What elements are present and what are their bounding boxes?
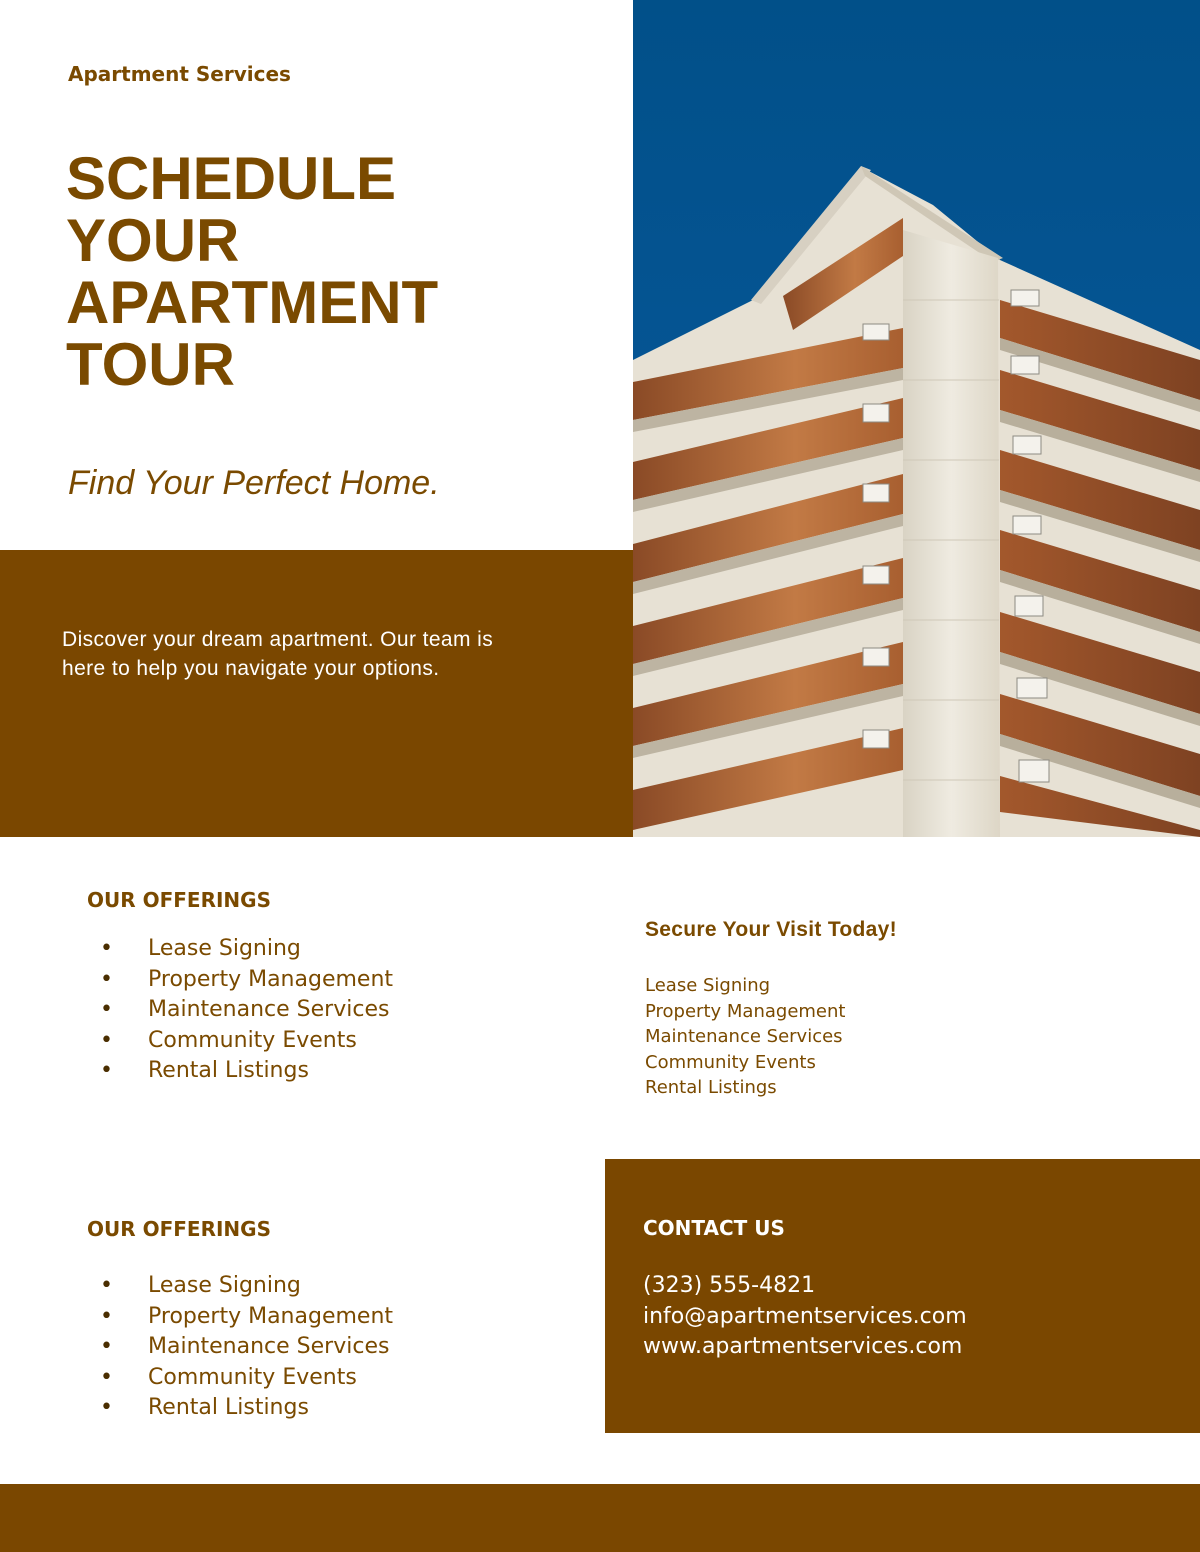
list-item: Maintenance Services <box>645 1026 843 1048</box>
building-photo <box>633 0 1200 837</box>
list-item: • Maintenance Services <box>100 995 393 1026</box>
secure-visit-list <box>645 973 845 1101</box>
contact-title: CONTACT US <box>643 1216 785 1240</box>
list-item: • Rental Listings <box>100 1056 393 1087</box>
list-item: Rental Listings <box>645 1077 777 1099</box>
offerings-list <box>100 934 393 1087</box>
headline-line: APARTMENT <box>66 269 439 336</box>
intro-band <box>0 550 633 837</box>
offerings-title: OUR OFFERINGS <box>87 1217 271 1241</box>
contact-email[interactable]: info@apartmentservices.com <box>643 1303 967 1329</box>
secure-visit-title: Secure Your Visit Today! <box>645 918 897 941</box>
list-item: • Community Events <box>100 1026 393 1057</box>
list-item: Property Management <box>645 1000 846 1022</box>
contact-website[interactable]: www.apartmentservices.com <box>643 1334 963 1359</box>
intro-line: Discover your dream apartment. Our team is <box>62 628 494 651</box>
contact-panel <box>605 1159 1200 1433</box>
list-item: • Property Management <box>100 1302 393 1333</box>
headline-line: SCHEDULE <box>66 145 397 212</box>
brand-name: Apartment Services <box>68 62 291 86</box>
list-item: Community Events <box>645 1051 816 1073</box>
tagline: Find Your Perfect Home. <box>68 464 440 502</box>
page-title <box>66 145 566 398</box>
list-item: • Property Management <box>100 965 393 996</box>
offerings-list <box>100 1271 393 1424</box>
contact-phone[interactable]: (323) 555-4821 <box>643 1273 816 1298</box>
list-item: • Lease Signing <box>100 1271 393 1302</box>
intro-line: here to help you navigate your options. <box>62 657 440 680</box>
intro-text <box>62 625 582 683</box>
list-item: • Lease Signing <box>100 934 393 965</box>
footer-bar <box>0 1484 1200 1552</box>
list-item: • Community Events <box>100 1363 393 1394</box>
list-item: • Rental Listings <box>100 1393 393 1424</box>
list-item: Lease Signing <box>645 975 771 996</box>
headline-line: TOUR <box>66 331 235 398</box>
offerings-title: OUR OFFERINGS <box>87 888 271 912</box>
list-item: • Maintenance Services <box>100 1332 393 1363</box>
headline-line: YOUR <box>66 207 240 274</box>
